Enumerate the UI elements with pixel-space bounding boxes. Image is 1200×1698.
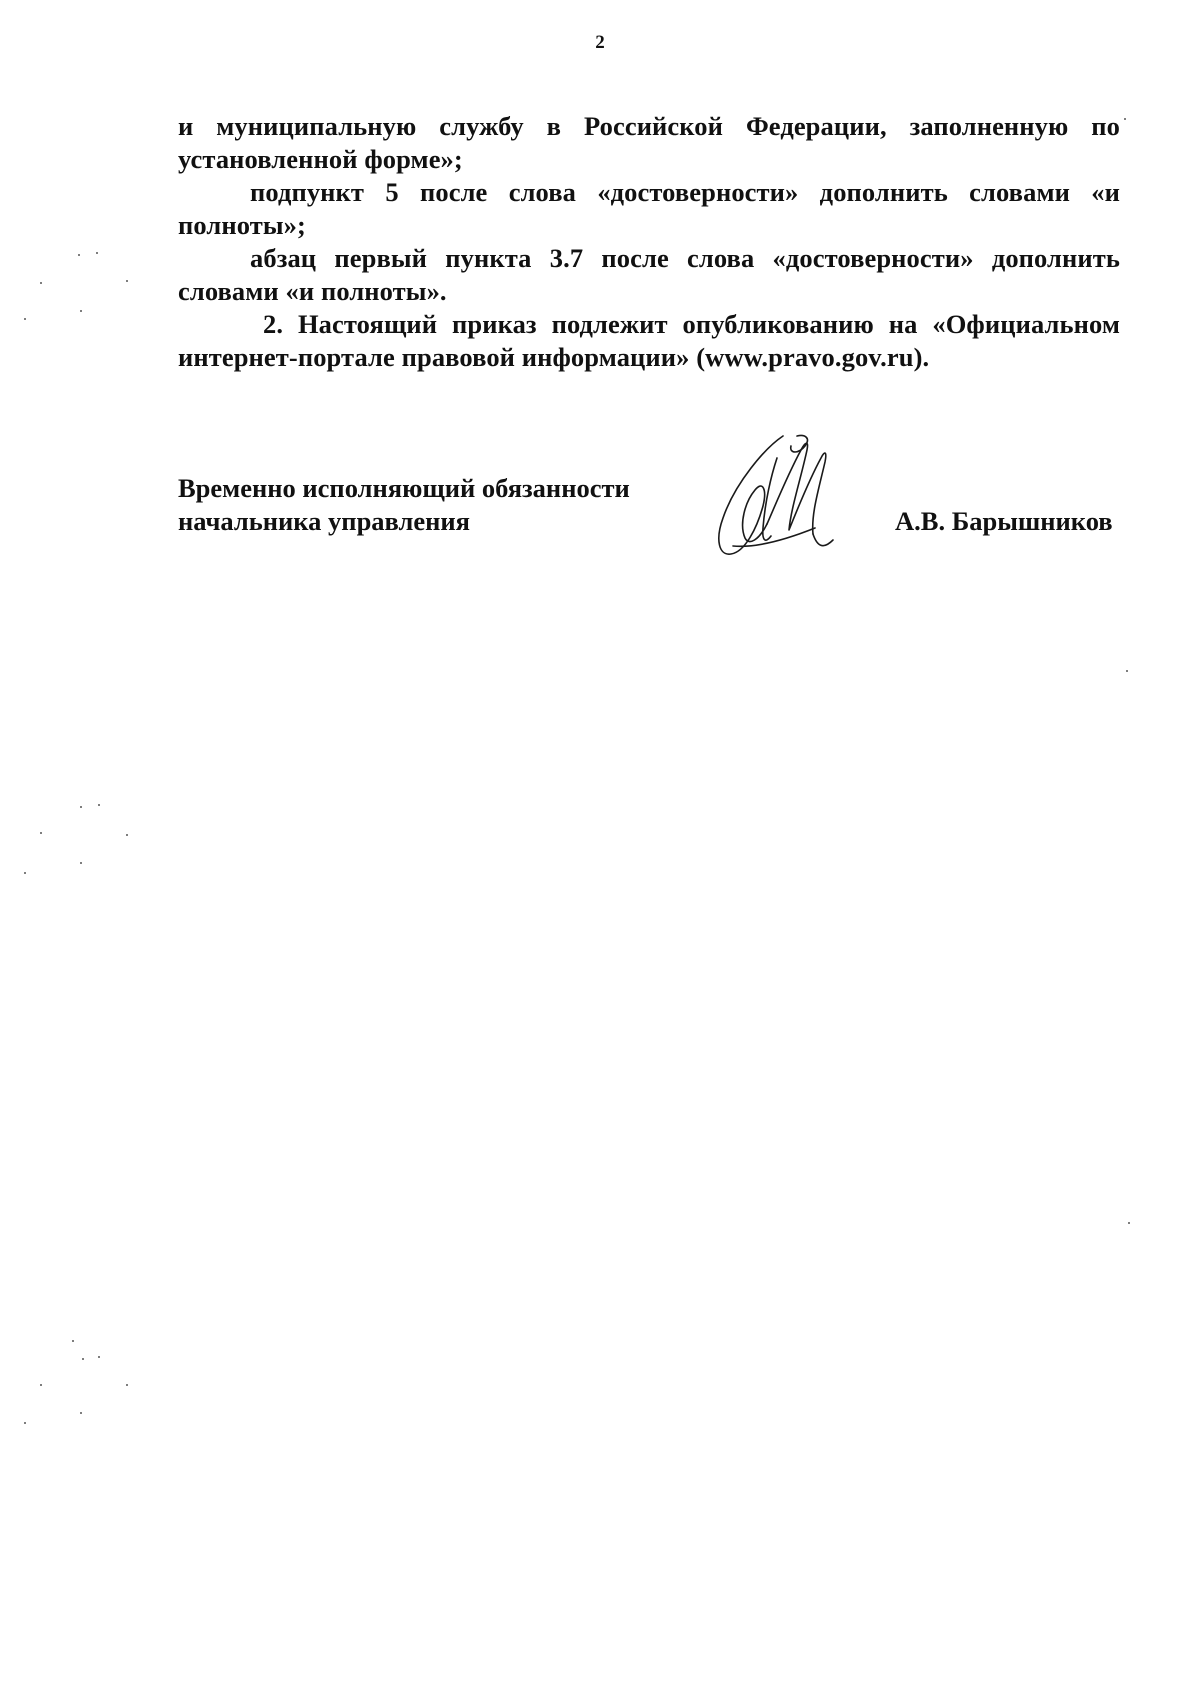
paragraph-subpoint-5: подпункт 5 после слова «достоверности» дополнить словами «и полноты»; [178,177,1120,240]
scan-speck [78,254,80,256]
scan-speck [40,282,42,284]
scan-speck [82,1358,84,1360]
page-number: 2 [595,32,605,53]
scan-speck [24,872,26,874]
scan-speck [24,318,26,320]
scan-speck [98,1356,100,1358]
signer-name: А.В. Барышников [895,506,1113,536]
position-line-2: начальника управления [178,506,471,536]
paragraph-continuation: и муниципальную службу в Российской Федерации, заполненную по установленной форме»; [178,111,1120,174]
scan-speck [98,804,100,806]
signatory-position [178,472,630,538]
scan-speck [126,280,128,282]
scan-speck [96,252,98,254]
scan-speck [126,1384,128,1386]
scan-speck [40,1384,42,1386]
position-line-1: Временно исполняющий обязанности [178,473,630,503]
scan-speck [80,310,82,312]
scan-speck [1124,118,1126,120]
paragraph-point-3-7: абзац первый пункта 3.7 после слова «достоверности» дополнить словами «и полноты». [178,243,1120,306]
scan-speck [24,1422,26,1424]
scan-speck [126,834,128,836]
scan-speck [1128,1222,1130,1224]
scan-speck [40,832,42,834]
document-body [178,110,1120,374]
paragraph-publication: 2. Настоящий приказ подлежит опубликованию на «Официальном интернет-портале правовой информации» (www.pravo.gov.ru). [178,309,1120,372]
scan-speck [80,1412,82,1414]
scan-speck [1126,670,1128,672]
scan-speck [80,806,82,808]
scan-speck [80,862,82,864]
scan-speck [72,1340,74,1342]
handwritten-signature [705,428,845,568]
